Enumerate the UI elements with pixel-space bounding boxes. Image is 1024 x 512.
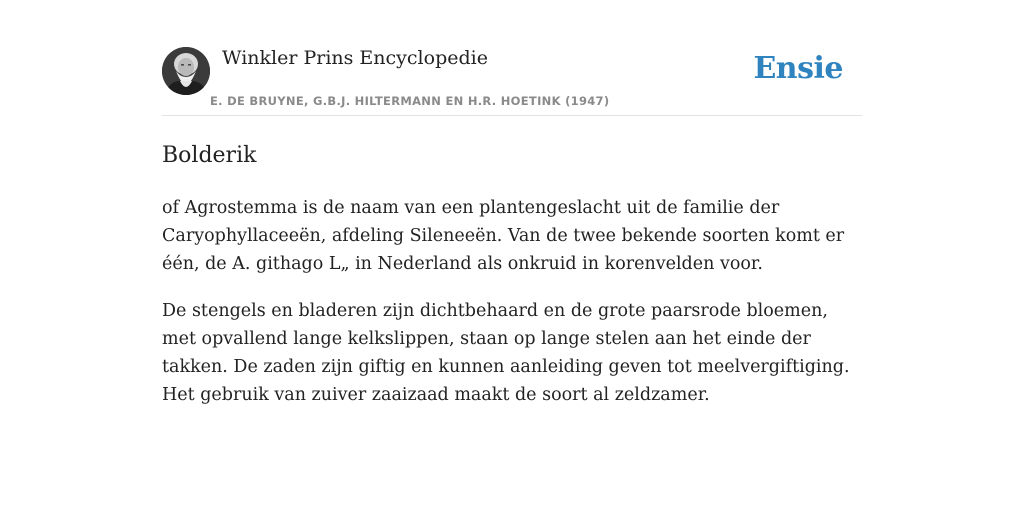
source-title-link[interactable]: Winkler Prins Encyclopedie [222, 47, 488, 69]
entry-title: Bolderik [162, 143, 257, 168]
portrait-icon [162, 47, 210, 95]
ensie-logo[interactable]: Ensie [753, 51, 843, 86]
entry-paragraph: De stengels en bladeren zijn dichtbehaard en de grote paarsrode bloemen, met opvallend lange kelkslippen, staan op lange stelen aan het einde der takken. De zaden zijn giftig en kunnen aanleiding geven tot meelvergiftiging. Het gebruik van zuiver zaaizaad maakt de soort al zeldzamer. [162, 301, 850, 405]
source-header [162, 0, 862, 116]
author-avatar[interactable] [162, 47, 210, 95]
page-container [162, 0, 862, 409]
entry-paragraph: of Agrostemma is de naam van een plantengeslacht uit de familie der Caryophyllaceeën, afdeling Sileneeën. Van de twee bekende soorten komt er één, de A. githago L„ in Nederland als onkruid in korenvelden voor. [162, 198, 845, 274]
source-authors: E. DE BRUYNE, G.B.J. HILTERMANN EN H.R. HOETINK (1947) [210, 94, 610, 108]
